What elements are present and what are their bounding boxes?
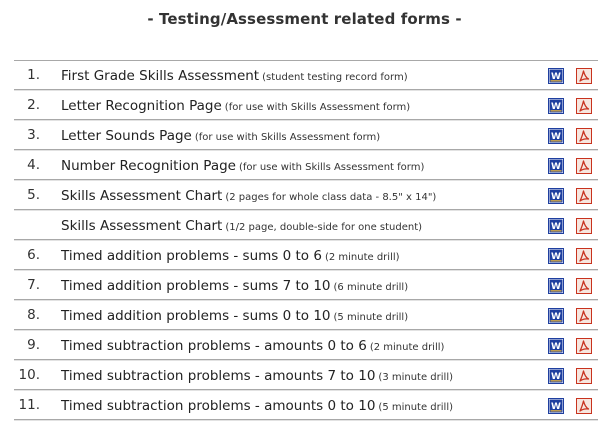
svg-text:W: W <box>551 402 561 412</box>
pdf-document-icon[interactable] <box>576 278 592 294</box>
pdf-document-icon[interactable] <box>576 188 592 204</box>
pdf-document-icon[interactable] <box>576 158 592 174</box>
svg-text:W: W <box>551 342 561 352</box>
form-note: (6 minute drill) <box>333 282 409 293</box>
word-document-icon[interactable] <box>548 188 564 204</box>
form-note: (1/2 page, double-side for one student) <box>225 222 423 233</box>
form-name: Letter Sounds Page <box>61 128 192 144</box>
word-document-icon[interactable] <box>548 248 564 264</box>
pdf-document-icon[interactable] <box>576 368 592 384</box>
form-title-cell <box>61 391 453 419</box>
form-name: First Grade Skills Assessment <box>61 68 260 84</box>
form-title-cell <box>61 331 444 359</box>
svg-text:W: W <box>551 72 561 82</box>
form-name: Skills Assessment Chart <box>61 218 223 234</box>
word-document-icon[interactable] <box>548 308 564 324</box>
form-number: 10. <box>18 367 40 383</box>
form-name: Skills Assessment Chart <box>61 188 223 204</box>
form-title-cell <box>61 361 453 389</box>
form-row <box>14 241 598 270</box>
svg-text:W: W <box>551 132 561 142</box>
form-note: (for use with Skills Assessment form) <box>194 132 381 143</box>
form-name: Timed subtraction problems - amounts 7 to 10 <box>61 368 376 384</box>
form-number: 4. <box>27 157 40 173</box>
form-row <box>14 271 598 300</box>
form-row <box>14 361 598 390</box>
word-document-icon[interactable] <box>548 368 564 384</box>
form-number: 6. <box>27 247 40 263</box>
form-number: 11. <box>18 397 40 413</box>
form-number: 1. <box>27 67 40 83</box>
form-title-cell <box>61 241 400 269</box>
svg-text:W: W <box>551 102 561 112</box>
svg-text:W: W <box>551 372 561 382</box>
form-number: 2. <box>27 97 40 113</box>
form-number <box>14 211 40 239</box>
svg-text:W: W <box>551 162 561 172</box>
form-row <box>14 91 598 120</box>
pdf-document-icon[interactable] <box>576 218 592 234</box>
svg-text:W: W <box>551 222 561 232</box>
form-note: (2 pages for whole class data - 8.5" x 14") <box>225 192 437 203</box>
pdf-document-icon[interactable] <box>576 98 592 114</box>
form-title-cell <box>61 211 422 239</box>
word-document-icon[interactable] <box>548 98 564 114</box>
form-number: 8. <box>27 307 40 323</box>
form-note: (for use with Skills Assessment form) <box>224 102 411 113</box>
form-name: Number Recognition Page <box>61 158 236 174</box>
form-title-cell <box>61 271 408 299</box>
svg-text:W: W <box>551 192 561 202</box>
form-row <box>14 331 598 360</box>
form-title-cell <box>61 61 408 89</box>
word-document-icon[interactable] <box>548 278 564 294</box>
word-document-icon[interactable] <box>548 158 564 174</box>
svg-text:W: W <box>551 252 561 262</box>
svg-text:W: W <box>551 312 561 322</box>
form-number: 3. <box>27 127 40 143</box>
word-document-icon[interactable] <box>548 128 564 144</box>
word-document-icon[interactable] <box>548 338 564 354</box>
form-number: 9. <box>27 337 40 353</box>
svg-text:W: W <box>551 282 561 292</box>
form-row <box>14 211 598 240</box>
form-note: (5 minute drill) <box>378 402 454 413</box>
pdf-document-icon[interactable] <box>576 248 592 264</box>
form-row <box>14 181 598 210</box>
word-document-icon[interactable] <box>548 398 564 414</box>
page-title: - Testing/Assessment related forms - <box>147 10 462 28</box>
word-document-icon[interactable] <box>548 68 564 84</box>
form-title-cell <box>61 91 410 119</box>
form-title-cell <box>61 301 408 329</box>
form-note: (3 minute drill) <box>378 372 454 383</box>
word-document-icon[interactable] <box>548 218 564 234</box>
pdf-document-icon[interactable] <box>576 68 592 84</box>
form-note: (2 minute drill) <box>324 252 400 263</box>
pdf-document-icon[interactable] <box>576 398 592 414</box>
form-title-cell <box>61 151 424 179</box>
pdf-document-icon[interactable] <box>576 338 592 354</box>
form-name: Timed addition problems - sums 0 to 6 <box>61 248 322 264</box>
form-number: 5. <box>27 187 40 203</box>
form-row <box>14 151 598 180</box>
form-row <box>14 391 598 420</box>
form-name: Timed subtraction problems - amounts 0 to 10 <box>61 398 376 414</box>
form-row <box>14 61 598 90</box>
form-name: Timed addition problems - sums 0 to 10 <box>61 308 331 324</box>
forms-table <box>14 60 598 421</box>
form-note: (student testing record form) <box>262 72 408 83</box>
form-name: Timed addition problems - sums 7 to 10 <box>61 278 331 294</box>
form-row <box>14 121 598 150</box>
form-note: (for use with Skills Assessment form) <box>239 162 425 173</box>
pdf-document-icon[interactable] <box>576 128 592 144</box>
form-row <box>14 301 598 330</box>
form-number: 7. <box>27 277 40 293</box>
form-title-cell <box>61 181 436 209</box>
form-note: (5 minute drill) <box>333 312 409 323</box>
form-title-cell <box>61 121 380 149</box>
pdf-document-icon[interactable] <box>576 308 592 324</box>
form-name: Timed subtraction problems - amounts 0 to 6 <box>61 338 367 354</box>
form-name: Letter Recognition Page <box>61 98 222 114</box>
form-note: (2 minute drill) <box>369 342 445 353</box>
